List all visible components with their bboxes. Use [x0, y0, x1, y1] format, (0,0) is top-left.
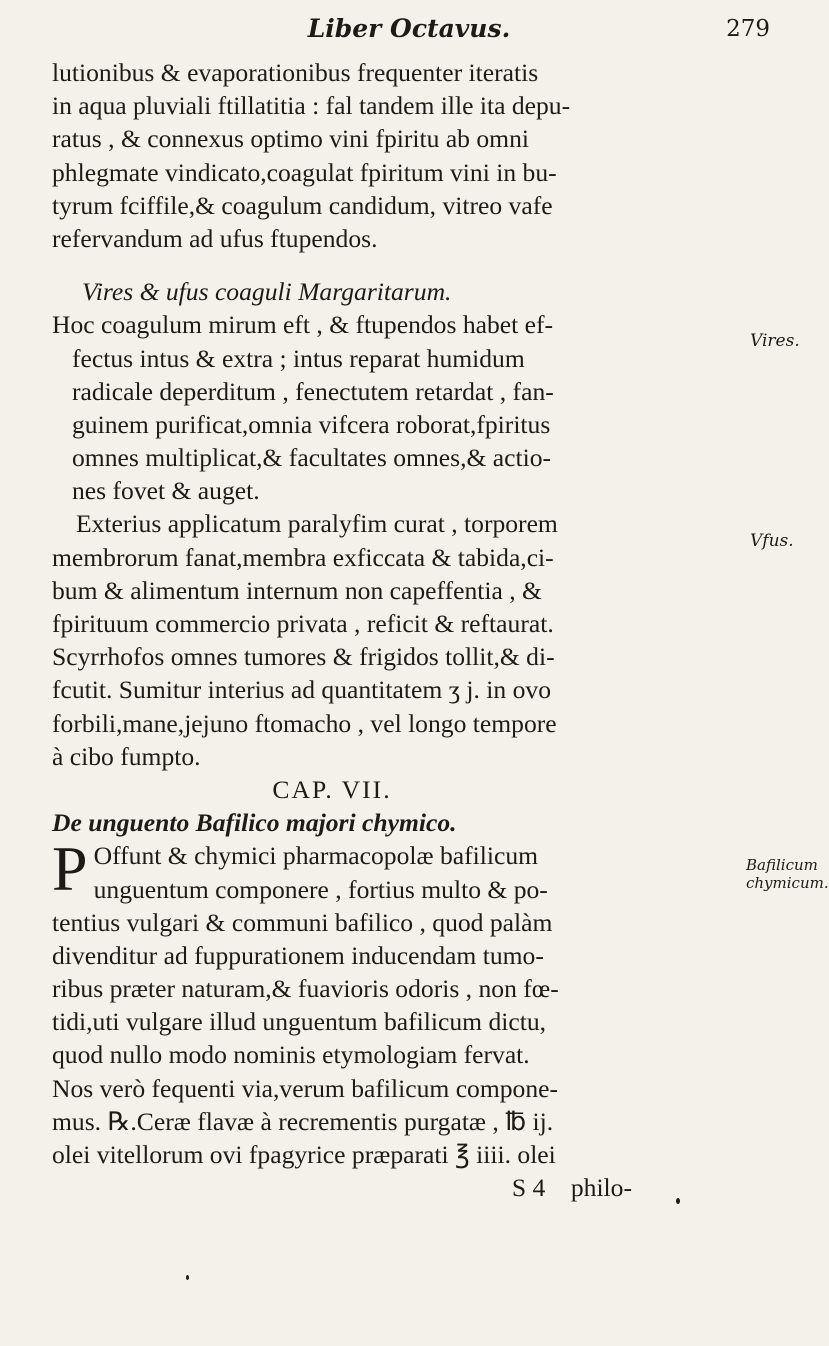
text-line: lutionibus & evaporationibus frequenter iteratis — [52, 58, 539, 87]
text-line: tentius vulgari & communi bafilico , quod palàm — [52, 907, 553, 937]
text-line: forbili,mane,jejuno ftomacho , vel longo tempore — [52, 708, 557, 738]
text-line: quod nullo modo nominis etymologiam fervat. — [52, 1040, 530, 1070]
text-line: Exterius applicatum paralyfim curat , torporem — [76, 509, 558, 539]
text-line: membrorum fanat,membra exficcata & tabida,ci- — [52, 542, 554, 572]
margin-note-basilicum: Bafilicum chymicum. — [746, 856, 829, 892]
chapter-number: CAP. VII. — [272, 774, 392, 804]
text-line: tidi,uti vulgare illud unguentum bafilicum dictu, — [52, 1007, 547, 1037]
text-line: à cibo fumpto. — [52, 741, 201, 771]
body-text — [52, 56, 752, 1204]
text-line: divenditur ad fuppurationem inducendam tumo- — [52, 940, 544, 970]
margin-note-usus: Vfus. — [750, 531, 794, 551]
section-heading: Vires & ufus coaguli Margaritarum. — [82, 277, 452, 307]
text-line: olei vitellorum ovi fpagyrice præparati ℥ iiii. olei — [52, 1140, 556, 1169]
text-line: Offunt & chymici pharmacopolæ bafilicum — [93, 841, 539, 871]
first-paragraph — [52, 833, 752, 905]
chapter-title: De unguento Bafilico majori chymico. — [52, 808, 457, 838]
spacer-line — [52, 255, 752, 275]
text-line: guinem purificat,omnia vifcera roborat,fpiritus — [72, 409, 551, 439]
text-line: tyrum fciffile,& coagulum candidum, vitreo vafe — [52, 190, 553, 220]
text-line: Hoc coagulum mirum eft , & ftupendos habet ef- — [52, 310, 554, 340]
text-line: in aqua pluviali ftillatitia : fal tandem ille ita depu- — [52, 91, 571, 121]
text-line: Nos verò fequenti via,verum bafilicum compone- — [52, 1073, 559, 1103]
text-line: omnes multiplicat,& facultates omnes,& actio- — [72, 443, 552, 473]
text-line: ratus , & connexus optimo vini fpiritu ab omni — [52, 124, 529, 154]
page-number: 279 — [726, 16, 770, 42]
text-line: fpirituum commercio privata , reficit & reftaurat. — [52, 609, 554, 638]
signature-catchword-line: S 4 philo- — [511, 1173, 632, 1203]
text-line: refervandum ad ufus ftupendos. — [52, 223, 378, 253]
page-header — [40, 14, 778, 48]
ink-spot — [186, 1275, 189, 1280]
text-line: radicale deperditum , fenectutem retardat , fan- — [72, 376, 554, 406]
text-line: Scyrrhofos omnes tumores & frigidos tollit,& di- — [52, 642, 555, 672]
ink-spot — [676, 1198, 680, 1204]
text-line: phlegmate vindicato,coagulat fpiritum vini in bu- — [52, 157, 557, 187]
drop-cap: P — [52, 833, 88, 905]
text-line: fectus intus & extra ; intus reparat humidum — [72, 343, 525, 373]
text-line: ribus præter naturam,& fuavioris odoris , non fœ- — [52, 974, 559, 1004]
text-line: unguentum componere , fortius multo & po- — [93, 874, 548, 904]
text-line: bum & alimentum internum non capeffentia , & — [52, 575, 542, 605]
text-line: mus. ℞.Ceræ flavæ à recrementis purgatæ , ℔ ij. — [52, 1106, 554, 1136]
text-line: fcutit. Sumitur interius ad quantitatem ʒ j. in ovo — [52, 675, 551, 705]
running-title: Liber Octavus. — [307, 14, 511, 43]
margin-note-vires: Vires. — [750, 331, 800, 351]
text-line: nes fovet & auget. — [72, 476, 260, 506]
